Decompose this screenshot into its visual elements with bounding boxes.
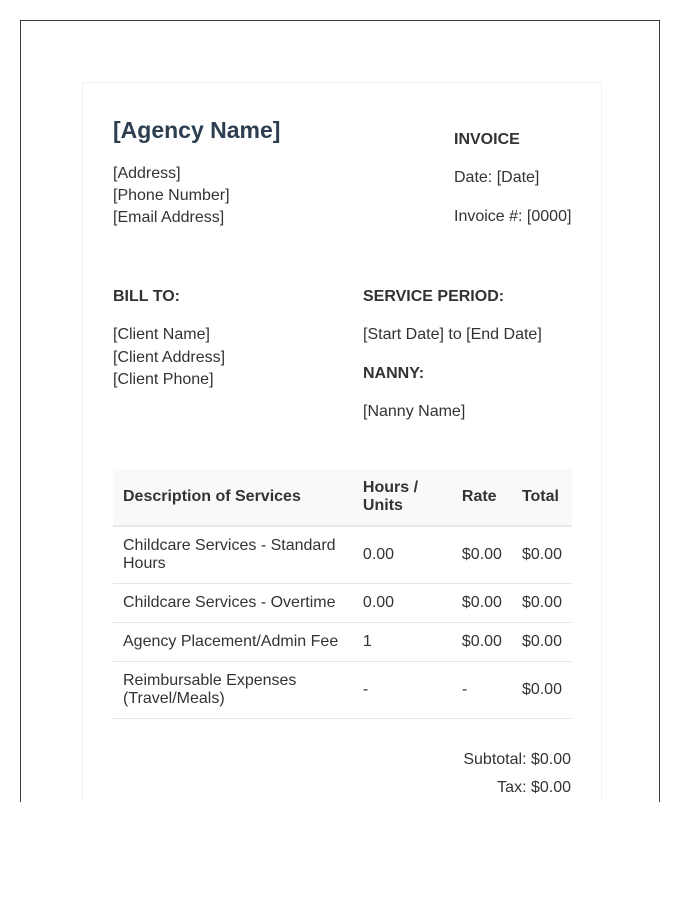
bill-to-heading: BILL TO: <box>113 288 180 305</box>
header-total: Total <box>512 469 572 526</box>
agency-email: [Email Address] <box>113 209 225 226</box>
agency-address: [Address] <box>113 165 181 182</box>
row-total: $0.00 <box>512 526 572 584</box>
row-hours: 0.00 <box>353 584 452 623</box>
client-address: [Client Address] <box>113 349 226 366</box>
row-hours: - <box>353 662 452 719</box>
invoice-number: Invoice #: [0000] <box>454 208 572 225</box>
row-total: $0.00 <box>512 662 572 719</box>
row-rate: $0.00 <box>452 526 512 584</box>
header-rate: Rate <box>452 469 512 526</box>
header-hours: Hours / Units <box>353 469 452 526</box>
page-frame <box>20 20 660 802</box>
header-description: Description of Services <box>113 469 353 526</box>
row-hours: 1 <box>353 623 452 662</box>
invoice-sheet <box>82 82 602 802</box>
agency-phone: [Phone Number] <box>113 187 230 204</box>
service-period-range: [Start Date] to [End Date] <box>363 326 542 343</box>
row-description: Reimbursable Expenses (Travel/Meals) <box>113 662 353 719</box>
service-period-heading: SERVICE PERIOD: <box>363 288 505 305</box>
nanny-name: [Nanny Name] <box>363 403 466 420</box>
row-description: Childcare Services - Overtime <box>113 584 353 623</box>
client-name: [Client Name] <box>113 326 210 343</box>
row-rate: $0.00 <box>452 623 512 662</box>
agency-name: [Agency Name] <box>113 117 281 143</box>
row-description: Childcare Services - Standard Hours <box>113 526 353 584</box>
tax: Tax: $0.00 <box>497 779 571 796</box>
table-row <box>113 526 572 584</box>
invoice-heading: INVOICE <box>454 131 520 148</box>
client-phone: [Client Phone] <box>113 371 214 388</box>
table-header-row <box>113 469 572 526</box>
row-total: $0.00 <box>512 623 572 662</box>
row-rate: $0.00 <box>452 584 512 623</box>
row-description: Agency Placement/Admin Fee <box>113 623 353 662</box>
table-row <box>113 584 572 623</box>
row-rate: - <box>452 662 512 719</box>
invoice-date: Date: [Date] <box>454 169 540 186</box>
services-table <box>113 469 572 719</box>
table-row <box>113 662 572 719</box>
nanny-heading: NANNY: <box>363 365 425 382</box>
table-row <box>113 623 572 662</box>
row-hours: 0.00 <box>353 526 452 584</box>
row-total: $0.00 <box>512 584 572 623</box>
subtotal: Subtotal: $0.00 <box>463 751 571 768</box>
